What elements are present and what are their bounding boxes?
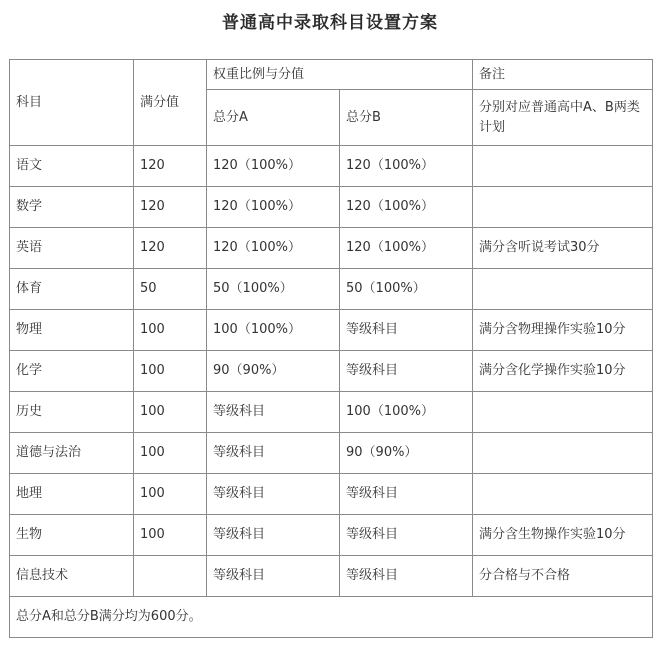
table-row (10, 556, 653, 597)
header-subject: 科目 (10, 60, 134, 146)
total-b-cell: 120（100%） (340, 228, 473, 269)
footer-note: 总分A和总分B满分均为600分。 (10, 597, 653, 638)
total-b-cell: 等级科目 (340, 515, 473, 556)
subject-cell: 数学 (10, 187, 134, 228)
table-row (10, 351, 653, 392)
table-row (10, 269, 653, 310)
table-row (10, 228, 653, 269)
total-b-cell: 120（100%） (340, 187, 473, 228)
note-cell: 满分含化学操作实验10分 (473, 351, 653, 392)
full-score-cell (134, 556, 207, 597)
note-cell (473, 392, 653, 433)
subject-cell: 语文 (10, 146, 134, 187)
total-a-cell: 120（100%） (207, 187, 340, 228)
table-row (10, 474, 653, 515)
total-a-cell: 等级科目 (207, 556, 340, 597)
full-score-cell: 100 (134, 515, 207, 556)
header-full-score: 满分值 (134, 60, 207, 146)
header-remark: 备注 (473, 60, 653, 90)
subject-cell: 信息技术 (10, 556, 134, 597)
table-row (10, 515, 653, 556)
table-row (10, 146, 653, 187)
total-b-cell: 120（100%） (340, 146, 473, 187)
full-score-cell: 100 (134, 433, 207, 474)
note-cell: 满分含生物操作实验10分 (473, 515, 653, 556)
total-b-cell: 等级科目 (340, 474, 473, 515)
total-a-cell: 100（100%） (207, 310, 340, 351)
total-b-cell: 100（100%） (340, 392, 473, 433)
total-a-cell: 50（100%） (207, 269, 340, 310)
total-a-cell: 等级科目 (207, 433, 340, 474)
full-score-cell: 100 (134, 392, 207, 433)
full-score-cell: 100 (134, 351, 207, 392)
table-row (10, 392, 653, 433)
page-title: 普通高中录取科目设置方案 (222, 13, 438, 33)
total-b-cell: 等级科目 (340, 310, 473, 351)
note-cell (473, 433, 653, 474)
header-total-a: 总分A (207, 90, 340, 146)
table-row (10, 310, 653, 351)
total-a-cell: 120（100%） (207, 146, 340, 187)
subject-cell: 化学 (10, 351, 134, 392)
footer-row (10, 597, 653, 638)
total-a-cell: 90（90%） (207, 351, 340, 392)
header-total-b: 总分B (340, 90, 473, 146)
header-row-1 (10, 60, 653, 90)
note-cell (473, 146, 653, 187)
total-b-cell: 90（90%） (340, 433, 473, 474)
total-a-cell: 120（100%） (207, 228, 340, 269)
full-score-cell: 50 (134, 269, 207, 310)
total-a-cell: 等级科目 (207, 392, 340, 433)
table-row (10, 187, 653, 228)
full-score-cell: 120 (134, 187, 207, 228)
note-cell: 分合格与不合格 (473, 556, 653, 597)
note-cell (473, 269, 653, 310)
full-score-cell: 120 (134, 146, 207, 187)
subject-cell: 道德与法治 (10, 433, 134, 474)
total-b-cell: 等级科目 (340, 556, 473, 597)
subject-cell: 物理 (10, 310, 134, 351)
subject-cell: 英语 (10, 228, 134, 269)
header-weight-group: 权重比例与分值 (207, 60, 473, 90)
subject-cell: 历史 (10, 392, 134, 433)
total-b-cell: 50（100%） (340, 269, 473, 310)
total-a-cell: 等级科目 (207, 474, 340, 515)
subject-cell: 地理 (10, 474, 134, 515)
total-b-cell: 等级科目 (340, 351, 473, 392)
subject-cell: 体育 (10, 269, 134, 310)
note-cell: 满分含物理操作实验10分 (473, 310, 653, 351)
full-score-cell: 100 (134, 474, 207, 515)
total-a-cell: 等级科目 (207, 515, 340, 556)
table-row (10, 433, 653, 474)
note-cell (473, 187, 653, 228)
header-remark-detail: 分别对应普通高中A、B两类计划 (473, 90, 653, 146)
admission-table (9, 59, 653, 638)
note-cell (473, 474, 653, 515)
full-score-cell: 100 (134, 310, 207, 351)
subject-cell: 生物 (10, 515, 134, 556)
full-score-cell: 120 (134, 228, 207, 269)
note-cell: 满分含听说考试30分 (473, 228, 653, 269)
